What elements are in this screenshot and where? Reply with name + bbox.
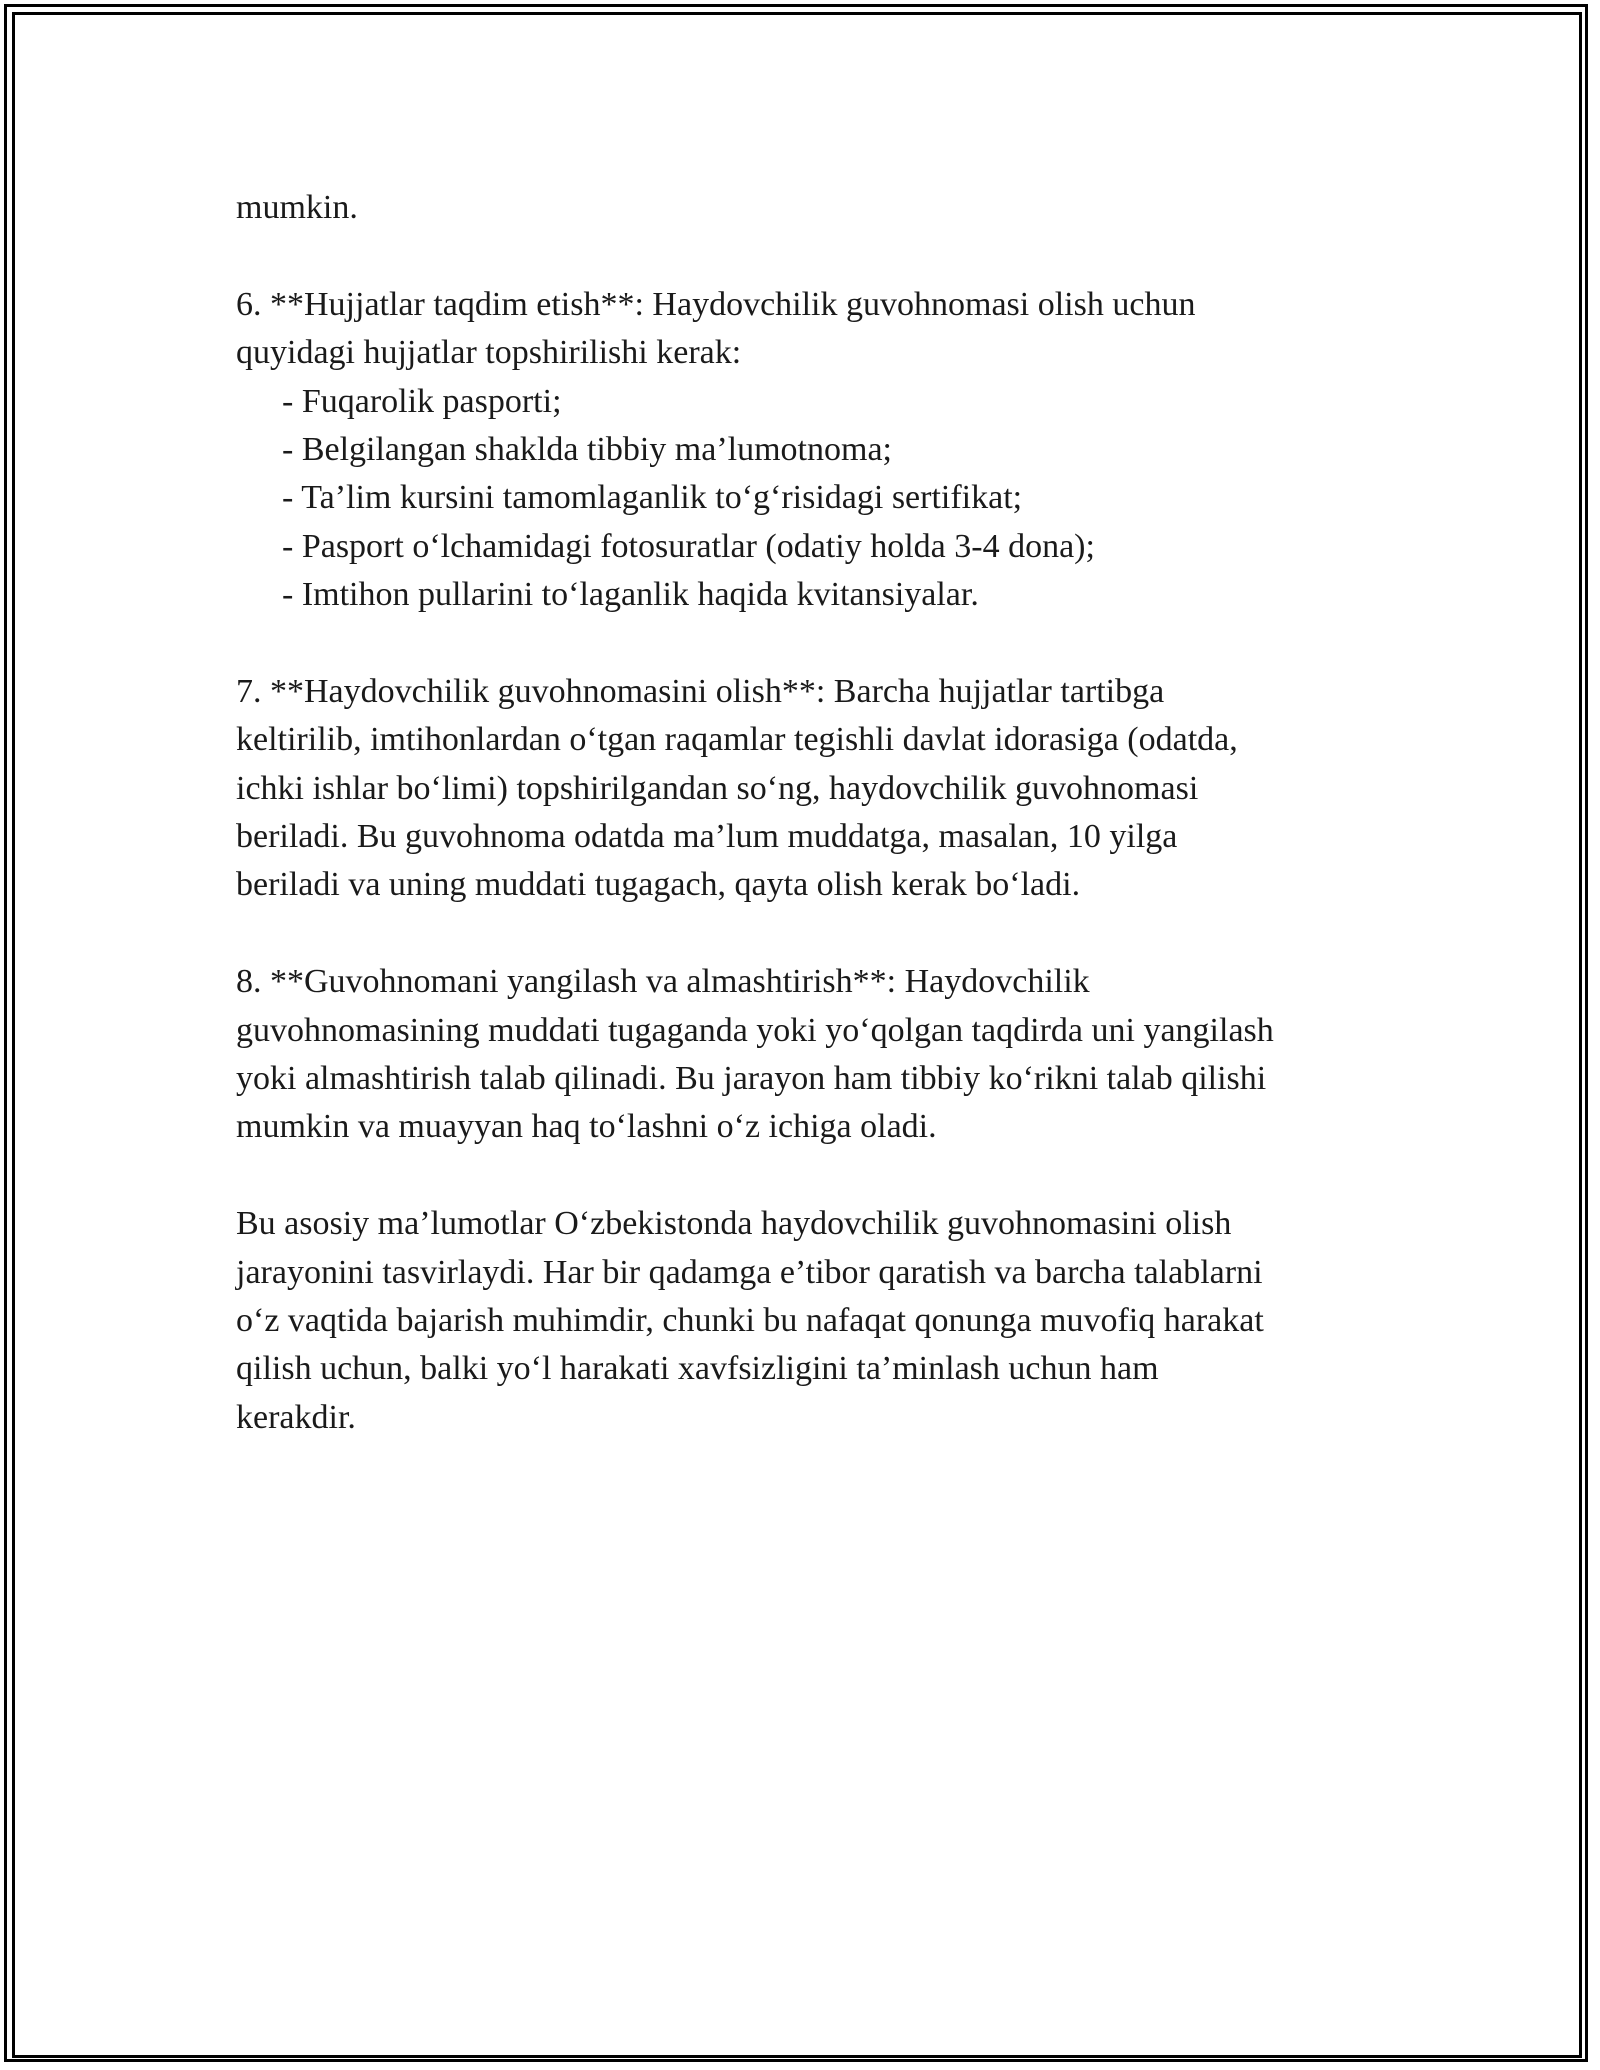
paragraph-gap — [236, 232, 1376, 280]
text-line: quyidagi hujjatlar topshirilishi kerak: — [236, 334, 742, 372]
text-line: 8. **Guvohnomani yangilash va almashtirish**: Haydovchilik — [236, 963, 1090, 1001]
conclusion-paragraph — [236, 1200, 1376, 1442]
text-line: mumkin. — [236, 189, 358, 226]
document-body — [236, 184, 1376, 1442]
paragraph-gap — [236, 620, 1376, 668]
continuation-paragraph — [236, 184, 1376, 232]
text-line: qilish uchun, balki yo‘l harakati xavfsizligini ta’minlash uchun ham — [236, 1350, 1159, 1388]
text-line: guvohnomasining muddati tugaganda yoki yo‘qolgan taqdirda uni yangilash — [236, 1011, 1274, 1049]
text-line: 6. **Hujjatlar taqdim etish**: Haydovchilik guvohnomasi olish uchun — [236, 285, 1196, 323]
text-line: mumkin va muayyan haq to‘lashni o‘z ichiga oladi. — [236, 1108, 937, 1146]
list-item: - Belgilangan shaklda tibbiy ma’lumotnoma; — [282, 430, 892, 468]
section-6-paragraph — [236, 281, 1376, 620]
section-7-paragraph — [236, 668, 1376, 910]
text-line: 7. **Haydovchilik guvohnomasini olish**: Barcha hujjatlar tartibga — [236, 672, 1165, 710]
text-line: o‘z vaqtida bajarish muhimdir, chunki bu nafaqat qonunga muvofiq harakat — [236, 1301, 1264, 1339]
list-item: - Pasport o‘lchamidagi fotosuratlar (odatiy holda 3-4 dona); — [282, 527, 1095, 565]
text-line: keltirilib, imtihonlardan o‘tgan raqamlar tegishli davlat idorasiga (odatda, — [236, 721, 1238, 759]
text-line: kerakdir. — [236, 1398, 356, 1436]
text-line: Bu asosiy ma’lumotlar O‘zbekistonda haydovchilik guvohnomasini olish — [236, 1205, 1232, 1243]
text-line: jarayonini tasvirlaydi. Har bir qadamga e’tibor qaratish va barcha talablarni — [236, 1253, 1263, 1291]
text-line: yoki almashtirish talab qilinadi. Bu jarayon ham tibbiy ko‘rikni talab qilishi — [236, 1060, 1267, 1098]
paragraph-gap — [236, 910, 1376, 958]
paragraph-gap — [236, 1152, 1376, 1200]
text-line: beriladi va uning muddati tugagach, qayta olish kerak bo‘ladi. — [236, 866, 1081, 904]
list-item: - Ta’lim kursini tamomlaganlik to‘g‘risidagi sertifikat; — [282, 479, 1023, 517]
list-item: - Fuqarolik pasporti; — [282, 382, 562, 420]
section-8-paragraph — [236, 958, 1376, 1152]
required-documents-list — [236, 378, 1376, 620]
text-line: beriladi. Bu guvohnoma odatda ma’lum muddatga, masalan, 10 yilga — [236, 818, 1178, 856]
text-line: ichki ishlar bo‘limi) topshirilgandan so‘ng, haydovchilik guvohnomasi — [236, 769, 1199, 807]
list-item: - Imtihon pullarini to‘laganlik haqida kvitansiyalar. — [282, 576, 979, 614]
